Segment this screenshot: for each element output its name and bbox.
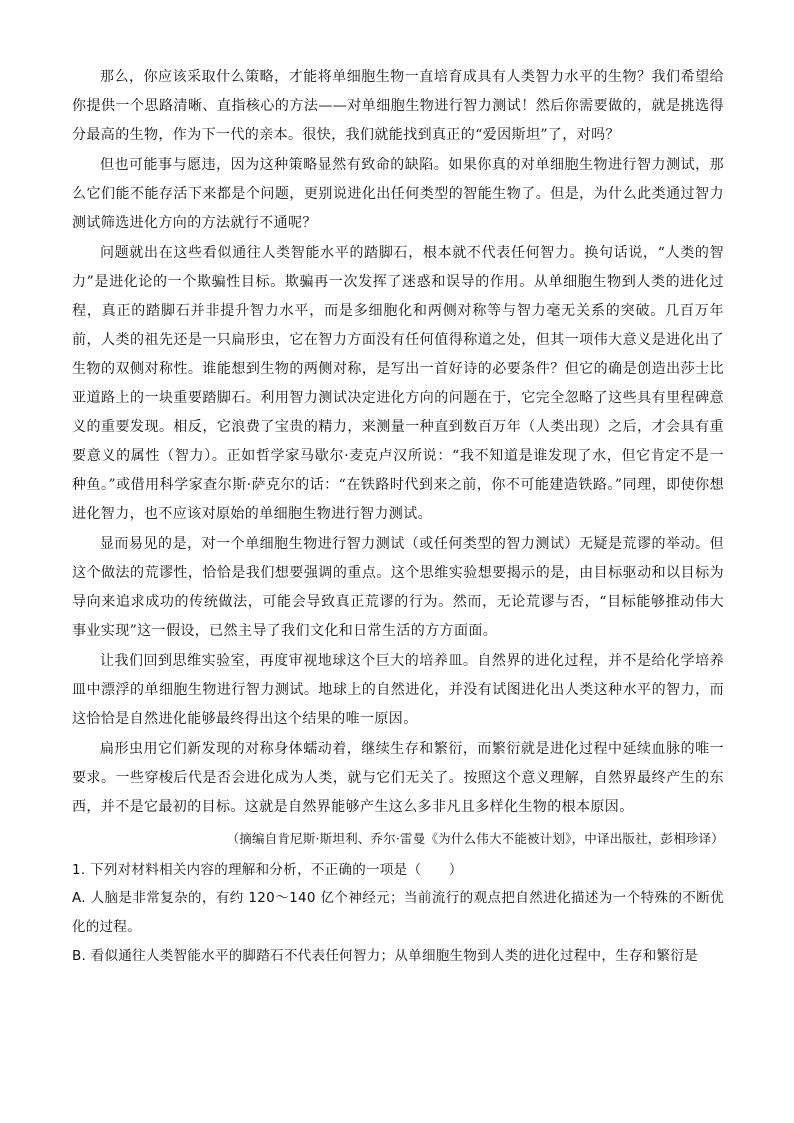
question-option-b: B. 看似通往人类智能水平的脚踏石不代表任何智力；从单细胞生物到人类的进化过程中，生存和繁衍是: [72, 948, 698, 964]
article-paragraph-3: 问题就出在这些看似通往人类智能水平的踏脚石，根本就不代表任何智力。换句话说，“人类的智力”是进化论的一个欺骗性目标。欺骗再一次发挥了迷惑和误导的作用。从单细胞生物到人类的进化过程，真正的踏脚石并非提升智力水平，而是多细胞化和两侧对称等与智力毫无关系的突破。几百万年前，人类的祖先还是一只扁形虫，它在智力方面没有任何值得称道之处，但其一项伟大意义是进化出了生物的双侧对称性。谁能想到生物的两侧对称，是写出一首好诗的必要条件？但它的确是创造出莎士比亚道路上的一块重要踏脚石。利用智力测试决定进化方向的问题在于，它完全忽略了这些具有里程碑意义的重要发现。相反，它浪费了宝贵的精力，来测量一种直到数百万年（人类出现）之后，才会具有重要意义的属性（智力）。正如哲学家马歇尔·麦克卢汉所说：“我不知道是谁发现了水，但它肯定不是一种鱼。”或借用科学家查尔斯·萨克尔的话：“在铁路时代到来之前，你不可能建造铁路。”同理，即使你想进化智力，也不应该对原始的单细胞生物进行智力测试。: [72, 245, 724, 522]
question-option-a: A. 人脑是非常复杂的，有约 120～140 亿个神经元；当前流行的观点把自然进化描述为一个特殊的不断优化的过程。: [72, 890, 724, 935]
article-paragraph-6: 扁形虫用它们新发现的对称身体蠕动着，继续生存和繁衍，而繁衍就是进化过程中延续血脉的唯一要求。一些穿梭后代是否会进化成为人类，就与它们无关了。按照这个意义理解，自然界最终产生的东西，并不是它最初的目标。这就是自然界能够产生这么多非凡且多样化生物的根本原因。: [72, 741, 724, 815]
question-block: [72, 856, 724, 971]
article: [72, 63, 724, 850]
document-page: [72, 63, 724, 971]
article-paragraph-1: 那么，你应该采取什么策略，才能将单细胞生物一直培育成具有人类智力水平的生物？我们希望给你提供一个思路清晰、直指核心的方法——对单细胞生物进行智力测试！然后你需要做的，就是挑选得分最高的生物，作为下一代的亲本。很快，我们就能找到真正的“爱因斯坦”了，对吗？: [72, 69, 724, 143]
article-source-citation: （摘编自肯尼斯·斯坦利、乔尔·雷曼《为什么伟大不能被计划》，中译出版社，彭相珍译）: [226, 831, 724, 846]
article-paragraph-2: 但也可能事与愿违，因为这种策略显然有致命的缺陷。如果你真的对单细胞生物进行智力测试，那么它们能不能存活下来都是个问题，更别说进化出任何类型的智能生物了。但是，为什么此类通过智力测试筛选进化方向的方法就行不通呢？: [72, 157, 724, 231]
article-paragraph-4: 显而易见的是，对一个单细胞生物进行智力测试（或任何类型的智力测试）无疑是荒谬的举动。但这个做法的荒谬性，恰恰是我们想要强调的重点。这个思维实验想要揭示的是，由目标驱动和以目标为导向来追求成功的传统做法，可能会导致真正荒谬的行为。然而，无论荒谬与否，“目标能够推动伟大事业实现”这一假设，已然主导了我们文化和日常生活的方方面面。: [72, 536, 724, 639]
article-paragraph-5: 让我们回到思维实验室，再度审视地球这个巨大的培养皿。自然界的进化过程，并不是给化学培养皿中漂浮的单细胞生物进行智力测试。地球上的自然进化，并没有试图进化出人类这种水平的智力，而这恰恰是自然进化能够最终得出这个结果的唯一原因。: [72, 653, 724, 727]
question-stem: 1. 下列对材料相关内容的理解和分析，不正确的一项是（ ）: [72, 862, 463, 878]
